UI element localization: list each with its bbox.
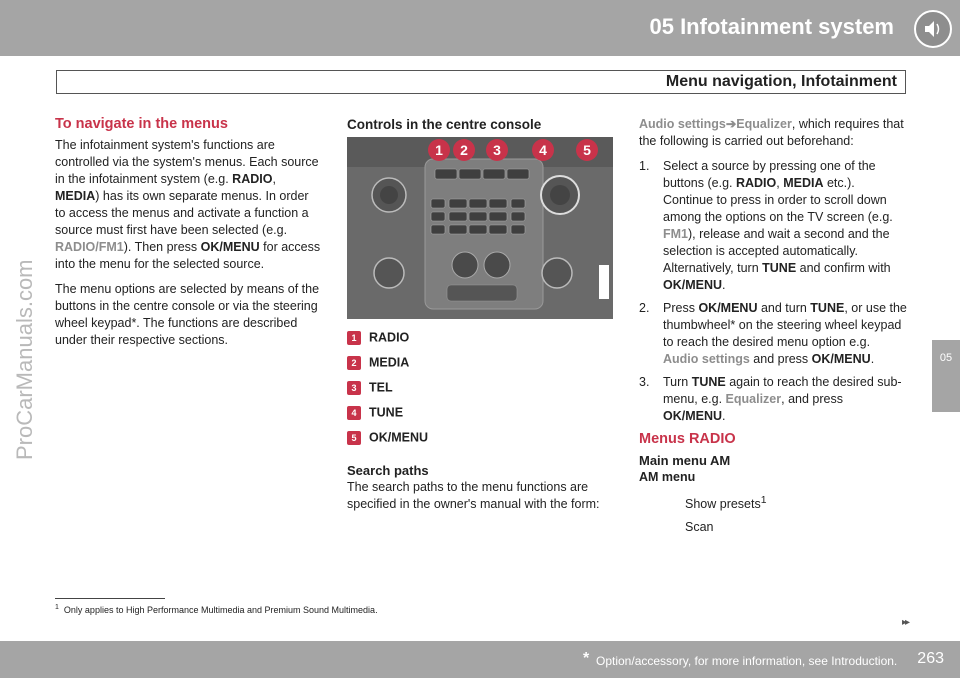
callout-item: 5 OK/MENU xyxy=(347,427,615,452)
navigate-paragraph-1: The infotainment system's functions are controlled via the system's menus. Each source in the infotainment system (e.g. RADIO, MEDIA) has its own separate menus. In order to access the menus and activate a function a source must first have been selected (e.g. RADIO/FM1). Then press OK/MENU for access into the menu for the selected source. xyxy=(55,138,321,271)
callout-item: 1 RADIO xyxy=(347,327,615,352)
step-item: 2. Press OK/MENU and turn TUNE, or use the thumbwheel* on the steering wheel keypad to reach the desired menu option e.g. Audio settings and press OK/MENU. xyxy=(639,301,907,366)
svg-text:4: 4 xyxy=(539,142,547,158)
search-path-example: Audio settings➔Equalizer, which requires that the following is carried out beforehand: xyxy=(639,117,904,148)
navigate-heading: To navigate in the menus xyxy=(55,116,228,132)
menu-item-show-presets: Show presets$^1$ xyxy=(685,495,767,512)
navigate-paragraph-2: The menu options are selected by means of the buttons in the centre console or via the steering wheel keypad*. The functions are described under their respective sections. xyxy=(55,282,320,347)
section-title-box xyxy=(56,70,906,94)
chapter-tab-label: 05 xyxy=(939,352,953,364)
svg-text:2: 2 xyxy=(460,142,468,158)
menu-ref-radio-fm1: RADIO/FM1 xyxy=(55,240,124,254)
page-number: 263 xyxy=(917,650,944,667)
watermark: ProCarManuals.com xyxy=(12,259,37,460)
menus-radio-heading: Menus RADIO xyxy=(639,431,736,447)
speaker-tile xyxy=(904,0,960,56)
callout-badge: 1 xyxy=(347,331,361,345)
svg-text:5: 5 xyxy=(583,142,591,158)
steps-list xyxy=(639,158,907,425)
next-page-arrows-icon: ▸▸ xyxy=(902,617,909,628)
callout-item: 2 MEDIA xyxy=(347,352,615,377)
main-menu-am-heading: Main menu AM xyxy=(639,453,731,468)
column-2 xyxy=(347,116,615,521)
chapter-title: 05 Infotainment system xyxy=(649,14,894,39)
photo-reference-code xyxy=(599,265,609,299)
chapter-tab[interactable] xyxy=(932,340,960,412)
menu-ref-audio-settings: Audio settings xyxy=(639,117,726,131)
callout-badge: 5 xyxy=(347,431,361,445)
page-footer xyxy=(0,641,960,678)
footnote-ref: 1 xyxy=(760,495,767,506)
step-item: 3. Turn TUNE again to reach the desired sub-menu, e.g. Equalizer, and press OK/MENU. xyxy=(639,375,902,423)
column-3 xyxy=(639,116,907,536)
am-menu-heading: AM menu xyxy=(639,470,696,484)
callout-badge: 3 xyxy=(347,381,361,395)
callout-list xyxy=(347,327,615,452)
step-item: 1. Select a source by pressing one of the buttons (e.g. RADIO, MEDIA etc.). Continue to press in order to scroll down among the options on the TV screen (e.g. FM1), release and wait a second and the selection is accepted automatically. Alternatively, turn TUNE and confirm with OK/MENU. xyxy=(639,159,893,292)
centre-console-photo xyxy=(347,137,613,319)
svg-text:1: 1 xyxy=(435,142,443,158)
search-paths-text: The search paths to the menu functions are specified in the owner's manual with the form: xyxy=(347,480,600,511)
option-star: * xyxy=(583,650,590,667)
callout-item: 4 TUNE xyxy=(347,402,615,427)
speaker-icon xyxy=(914,10,952,48)
menu-ref-equalizer: Equalizer xyxy=(736,117,792,131)
column-1 xyxy=(55,116,321,357)
callout-badge: 2 xyxy=(347,356,361,370)
menu-item-scan: Scan xyxy=(685,520,714,535)
callout-item: 3 TEL xyxy=(347,377,615,402)
section-title: Menu navigation, Infotainment xyxy=(665,73,897,90)
footnote: $^1$ Only applies to High Performance Multimedia and Premium Sound Multimedia. xyxy=(55,604,378,615)
chapter-header xyxy=(0,0,960,56)
search-paths-heading: Search paths xyxy=(347,463,429,478)
svg-text:3: 3 xyxy=(493,142,501,158)
footnote-divider xyxy=(55,598,165,599)
callout-badge: 4 xyxy=(347,406,361,420)
option-note: Option/accessory, for more information, see Introduction. xyxy=(596,654,898,668)
arrow-right-icon: ➔ xyxy=(725,117,737,131)
controls-heading: Controls in the centre console xyxy=(347,117,542,132)
